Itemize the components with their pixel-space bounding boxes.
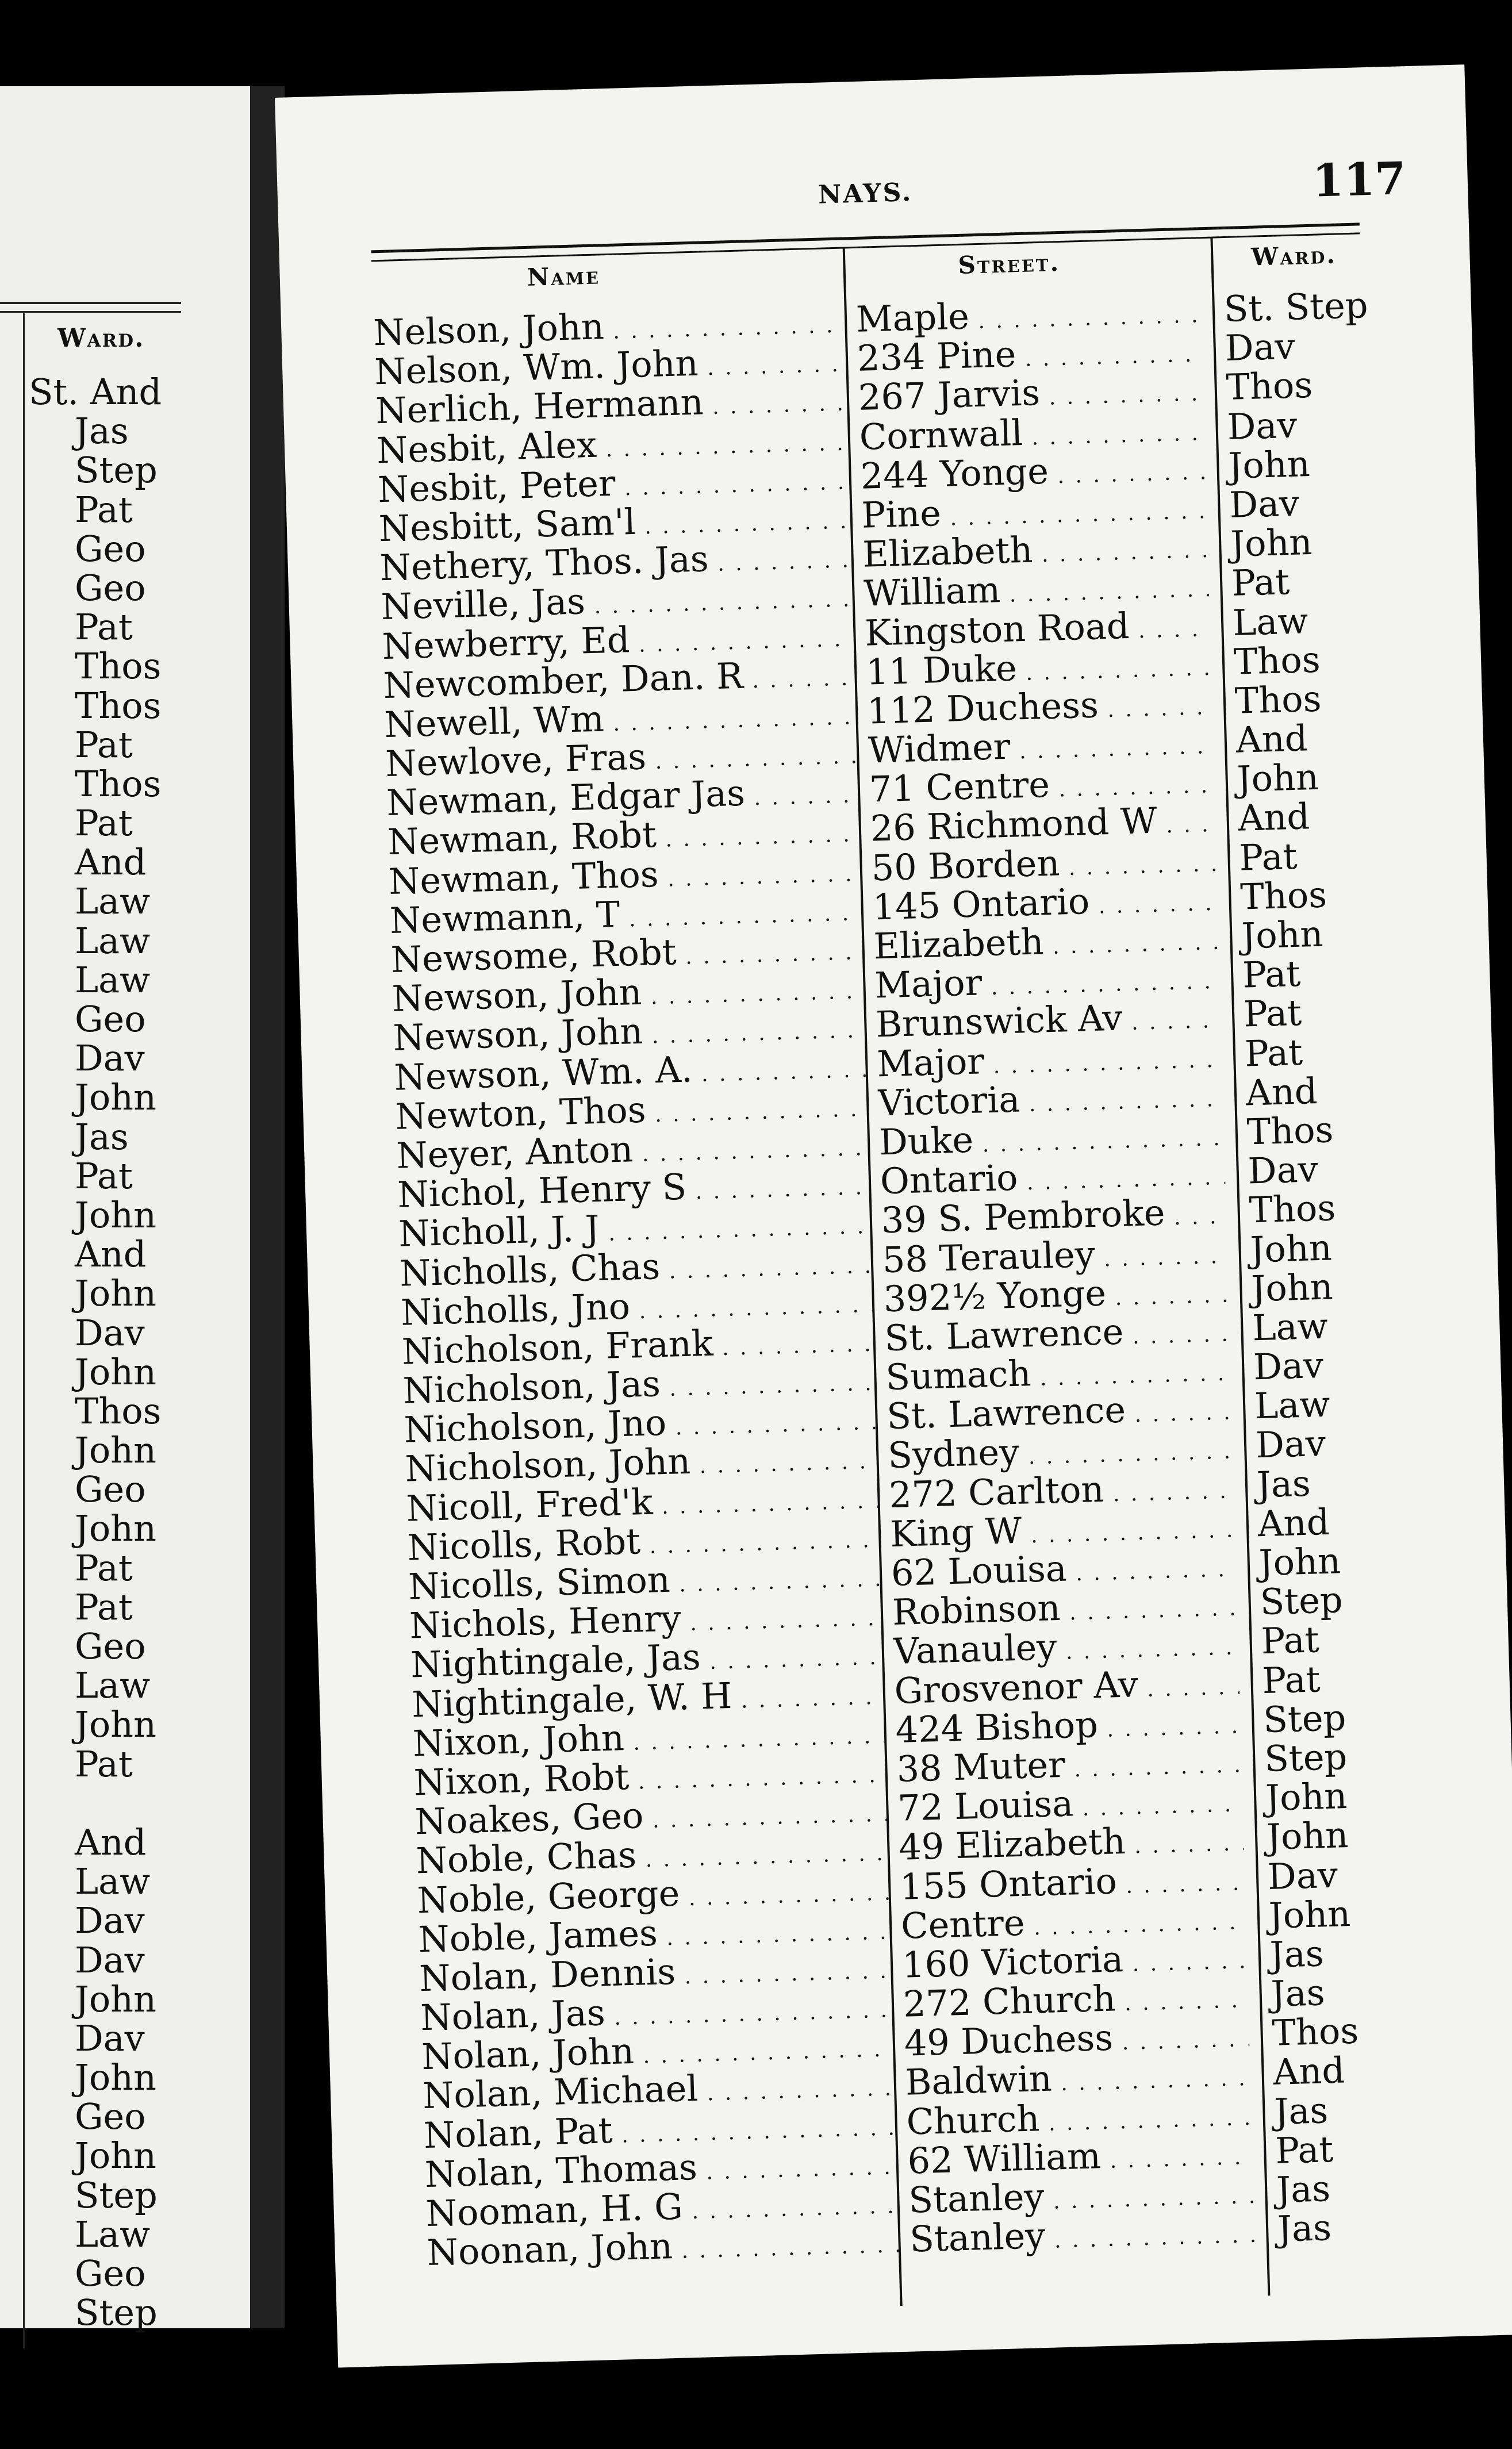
- ward: John: [1227, 442, 1311, 487]
- left-ward-entry: John: [75, 2056, 157, 2099]
- voter-name: Noble, George . . .: [417, 1868, 889, 1926]
- street-address: 38 Muter . . .: [896, 1740, 1242, 1795]
- left-ward-entry: Step: [75, 2291, 158, 2334]
- street-address: William . . .: [864, 565, 1210, 619]
- ward: John: [1230, 521, 1313, 565]
- street-address: 160 Victoria . . .: [901, 1936, 1248, 1991]
- voter-name: Nicholson, Jno . . .: [404, 1398, 876, 1456]
- street-address: Sumach . . .: [885, 1349, 1231, 1403]
- left-ward-entry: Pat: [75, 488, 133, 531]
- left-ward-entry: Thos: [75, 645, 162, 688]
- voter-list: [281, 286, 1427, 2275]
- left-ward-entry: Law: [75, 1860, 151, 1903]
- left-ward-entry: John: [75, 1076, 157, 1119]
- left-ward-entry: Law: [75, 1664, 151, 1707]
- ward: John: [1249, 1226, 1333, 1270]
- voter-name: Noonan, John . . .: [427, 2220, 899, 2278]
- voter-name: Newell, Wm . . .: [384, 692, 857, 750]
- ward: Law: [1232, 599, 1309, 644]
- ward: Step: [1262, 1696, 1347, 1741]
- left-ward-entry: Geo: [75, 527, 146, 570]
- ward: John: [1241, 912, 1324, 957]
- left-ward-entry: Dav: [75, 1939, 145, 1981]
- voter-name: Newberry, Ed . . .: [382, 614, 854, 672]
- street-address: 62 Louisa . . .: [891, 1544, 1237, 1599]
- street-address: 272 Church . . .: [903, 1975, 1249, 2030]
- ward: Pat: [1260, 1618, 1320, 1663]
- voter-name: Newman, Edgar Jas . . .: [386, 770, 858, 828]
- street-address: 234 Pine . . .: [857, 329, 1203, 384]
- left-ward-entry: Step: [75, 2174, 158, 2216]
- voter-name: Newsome, Robt . . .: [390, 927, 863, 985]
- voter-name: Noble, Chas . . .: [416, 1829, 888, 1887]
- street-address: 49 Duchess . . .: [904, 2014, 1250, 2069]
- ward: And: [1237, 795, 1311, 840]
- street-address: 26 Richmond W . . .: [870, 800, 1216, 854]
- ward: Pat: [1238, 835, 1298, 879]
- voter-name: Nightingale, Jas . . .: [410, 1633, 882, 1691]
- voter-name: Noakes, Geo . . .: [415, 1790, 887, 1848]
- street-address: Baldwin . . .: [905, 2053, 1251, 2108]
- left-ward-entry: John: [75, 1429, 157, 1472]
- left-ward-entry: Law: [75, 2213, 151, 2255]
- ward: John: [1266, 1814, 1349, 1859]
- left-ward-entry: John: [75, 1978, 157, 2020]
- voter-name: Newlove, Fras . . .: [385, 731, 857, 789]
- street-address: Robinson . . .: [892, 1583, 1238, 1638]
- ward: And: [1257, 1500, 1330, 1545]
- street-address: Cornwall . . .: [859, 408, 1205, 463]
- left-ward-entry: John: [75, 1350, 157, 1393]
- voter-name: Newcomber, Dan. R . . .: [383, 653, 855, 711]
- ward: Dav: [1247, 1148, 1319, 1192]
- voter-name: Nicholls, Chas . . .: [399, 1241, 872, 1299]
- ward: Dav: [1224, 325, 1296, 370]
- street-address: 267 Jarvis . . .: [858, 368, 1204, 423]
- ward: Pat: [1244, 1031, 1303, 1075]
- left-ward-entry: Pat: [75, 1586, 133, 1628]
- street-address: 39 S. Pembroke . . .: [881, 1192, 1227, 1246]
- ward: John: [1236, 756, 1319, 800]
- left-ward-entry: Pat: [75, 606, 133, 648]
- ward: Law: [1252, 1304, 1329, 1349]
- ward: Thos: [1248, 1187, 1337, 1231]
- street-address: 155 Ontario . . .: [899, 1858, 1245, 1913]
- left-ward-entry: Pat: [75, 723, 133, 766]
- left-ward-entry: John: [75, 2135, 157, 2177]
- left-ward-entry: Pat: [75, 802, 133, 845]
- voter-name: Nicholl, J. J . . .: [398, 1202, 870, 1260]
- name-column-header: Name: [527, 261, 601, 291]
- street-address: Grosvenor Av . . .: [894, 1662, 1240, 1717]
- ward: And: [1272, 2049, 1345, 2094]
- ward: Thos: [1246, 1108, 1334, 1153]
- left-ward-entry: Dav: [75, 1899, 145, 1942]
- ward: Dav: [1267, 1853, 1338, 1898]
- voter-name: Nightingale, W. H . . .: [411, 1672, 884, 1730]
- left-ward-entry: Step: [75, 449, 158, 492]
- voter-name: Nicolls, Robt . . .: [407, 1515, 880, 1573]
- voter-name: Nicholls, Jno . . .: [400, 1280, 873, 1338]
- ward: Jas: [1270, 1971, 1326, 2015]
- ward: Pat: [1231, 561, 1291, 605]
- left-ward-entry: John: [75, 1272, 157, 1315]
- voter-name: Nesbitt, Sam'l . . .: [378, 496, 851, 554]
- ward: Dav: [1226, 404, 1298, 448]
- voter-name: Nicolls, Simon . . .: [408, 1554, 880, 1613]
- street-address: Widmer . . .: [868, 721, 1214, 776]
- left-ward-entry: Pat: [75, 1742, 133, 1785]
- book-spine: [250, 86, 285, 2328]
- ward: Thos: [1233, 638, 1321, 683]
- street-address: 72 Louisa . . .: [897, 1779, 1244, 1834]
- left-ward-entry: Geo: [75, 2095, 146, 2138]
- voter-name: Nicholson, John . . .: [405, 1437, 877, 1495]
- street-address: Ontario . . .: [880, 1153, 1226, 1207]
- left-ward-entry: Geo: [75, 1625, 146, 1667]
- street-address: 112 Duchess . . .: [866, 682, 1212, 737]
- voter-name: Nolan, Dennis . . .: [419, 1946, 892, 2004]
- street-address: Stanley . . .: [908, 2171, 1254, 2226]
- left-ward-entry: Law: [75, 958, 151, 1001]
- voter-name: Nicoll, Fred'k . . .: [406, 1476, 878, 1534]
- ward: Pat: [1242, 952, 1302, 996]
- street-address: 392½ Yonge . . .: [883, 1270, 1229, 1325]
- street-address: Elizabeth . . .: [873, 918, 1219, 972]
- left-ward-entry: St. And: [29, 371, 162, 413]
- running-head: NAYS.: [818, 178, 913, 210]
- street-address: 58 Terauley . . .: [882, 1231, 1228, 1285]
- ward: Jas: [1276, 2167, 1331, 2211]
- main-page: [275, 64, 1512, 2367]
- ward: Thos: [1271, 2009, 1360, 2055]
- ward: John: [1268, 1892, 1351, 1937]
- ward: And: [1235, 717, 1308, 761]
- left-ward-entry: John: [75, 1703, 157, 1746]
- street-address: 71 Centre . . .: [869, 761, 1215, 815]
- left-ward-entry: Dav: [75, 1311, 145, 1354]
- street-address: Major . . .: [874, 957, 1221, 1011]
- street-address: Brunswick Av . . .: [875, 996, 1221, 1050]
- left-ward-entry: Pat: [75, 1154, 133, 1197]
- street-address: 244 Yonge . . .: [860, 447, 1206, 502]
- ward: Law: [1254, 1383, 1331, 1427]
- street-address: Stanley . . .: [909, 2210, 1256, 2265]
- ward: Jas: [1269, 1932, 1325, 1976]
- voter-name: Nichol, Henry S . . .: [397, 1162, 869, 1220]
- voter-name: Nolan, Jas . . .: [420, 1985, 892, 2043]
- left-ward-entry: And: [75, 841, 147, 884]
- voter-name: Nerlich, Hermann . . .: [375, 379, 847, 437]
- left-ward-entry: Pat: [75, 1546, 133, 1589]
- street-address: 11 Duke . . .: [865, 643, 1211, 698]
- ward-column-header: Ward.: [1250, 240, 1337, 271]
- voter-name: Neyer, Anton . . .: [396, 1123, 869, 1181]
- voter-name: Newson, Wm. A. . . .: [394, 1045, 866, 1103]
- left-ward-entry: Geo: [75, 998, 146, 1040]
- street-address: King W . . .: [889, 1505, 1235, 1560]
- street-column-header: Street.: [957, 248, 1061, 279]
- voter-name: Newmann, T . . .: [389, 888, 862, 946]
- voter-name: Newman, Thos . . .: [388, 849, 861, 907]
- street-address: St. Lawrence . . .: [884, 1309, 1230, 1364]
- left-ward-entry: Dav: [75, 2017, 145, 2059]
- street-address: Kingston Road . . .: [864, 604, 1210, 658]
- ward: Pat: [1261, 1657, 1321, 1702]
- street-address: Vanauley . . .: [893, 1623, 1239, 1678]
- left-ward-entry: Geo: [75, 1468, 146, 1511]
- street-address: Pine . . .: [861, 486, 1207, 541]
- street-address: Sydney . . .: [887, 1427, 1233, 1481]
- voter-name: Nichols, Henry . . .: [409, 1594, 881, 1652]
- ward: John: [1250, 1265, 1334, 1310]
- ward: Pat: [1275, 2128, 1334, 2172]
- ward: Jas: [1256, 1462, 1311, 1506]
- street-address: St. Lawrence . . .: [887, 1388, 1233, 1442]
- voter-name: Nelson, Wm. John . . .: [374, 340, 846, 398]
- ward: Jas: [1277, 2206, 1332, 2250]
- voter-name: Newton, Thos . . .: [395, 1084, 868, 1142]
- voter-name: Nelson, John . . .: [373, 300, 846, 358]
- left-page: [0, 86, 250, 2334]
- voter-name: Nesbit, Alex . . .: [376, 418, 849, 476]
- street-address: 50 Borden . . .: [871, 839, 1217, 893]
- voter-name: Newson, John . . .: [392, 966, 864, 1024]
- street-address: Maple . . .: [855, 290, 1202, 345]
- street-address: 424 Bishop . . .: [895, 1701, 1241, 1756]
- ward: John: [1258, 1540, 1341, 1584]
- voter-name: Nixon, Robt . . .: [413, 1750, 886, 1808]
- voter-name: Newson, John . . .: [393, 1005, 865, 1064]
- ward: Pat: [1243, 992, 1302, 1035]
- left-ward-entry: Geo: [75, 566, 146, 609]
- ward: Thos: [1239, 873, 1327, 918]
- left-header-rule: [0, 302, 181, 313]
- street-address: Major . . .: [876, 1035, 1222, 1089]
- voter-name: Neville, Jas . . .: [381, 575, 853, 633]
- left-ward-entry: Geo: [75, 2252, 146, 2294]
- ward: Dav: [1229, 482, 1300, 526]
- voter-name: Nolan, Thomas . . .: [424, 2142, 897, 2200]
- street-address: Duke . . .: [878, 1114, 1225, 1168]
- street-address: 145 Ontario . . .: [872, 878, 1218, 933]
- voter-name: Nooman, H. G . . .: [425, 2181, 898, 2239]
- ward: John: [1265, 1775, 1348, 1820]
- street-address: Elizabeth . . .: [862, 525, 1208, 580]
- left-ward-entry: [0, 1784, 184, 1823]
- left-ward-entry: Jas: [75, 410, 129, 452]
- left-ward-entry: Law: [75, 880, 151, 923]
- voter-name: Nicholson, Jas . . .: [402, 1358, 875, 1417]
- street-address: 62 William . . .: [907, 2132, 1253, 2187]
- street-address: Church . . .: [906, 2093, 1252, 2148]
- left-ward-entry: And: [75, 1233, 147, 1276]
- street-address: Centre . . .: [900, 1897, 1246, 1952]
- ward: Step: [1259, 1579, 1344, 1623]
- ward: Dav: [1253, 1344, 1324, 1388]
- left-ward-entry: John: [75, 1193, 157, 1236]
- voter-name: Nesbit, Peter . . .: [377, 457, 850, 515]
- left-ward-entry: John: [75, 1507, 157, 1550]
- ward: And: [1245, 1069, 1318, 1114]
- street-address: 49 Elizabeth . . .: [898, 1818, 1244, 1873]
- left-ward-entry: Thos: [75, 684, 162, 727]
- left-ward-list: [0, 373, 184, 2332]
- voter-name: Newman, Robt . . .: [387, 810, 859, 868]
- left-ward-entry: Dav: [75, 1037, 145, 1080]
- street-address: 272 Carlton . . .: [888, 1466, 1234, 1521]
- ward: St. Step: [1223, 284, 1369, 331]
- street-address: Victoria . . .: [877, 1074, 1223, 1128]
- voter-name: Nolan, Pat . . .: [423, 2103, 896, 2161]
- voter-name: Nicholson, Frank . . .: [401, 1319, 874, 1377]
- ward: Dav: [1255, 1422, 1326, 1467]
- ward: Jas: [1273, 2089, 1329, 2133]
- voter-name: Nixon, John . . .: [412, 1711, 885, 1769]
- ward: Thos: [1225, 364, 1314, 409]
- page-number: 117: [1311, 152, 1407, 208]
- left-ward-entry: Jas: [75, 1115, 129, 1158]
- left-ward-entry: Law: [75, 919, 151, 962]
- left-ward-header: Ward.: [57, 324, 145, 353]
- voter-name: Nolan, John . . .: [421, 2025, 893, 2083]
- left-ward-entry: And: [75, 1821, 147, 1863]
- left-ward-entry: Thos: [75, 1389, 162, 1432]
- left-ward-entry: Thos: [75, 762, 162, 805]
- voter-name: Noble, James . . .: [418, 1907, 891, 1965]
- ward: Step: [1264, 1736, 1348, 1780]
- voter-name: Nethery, Thos. Jas . . .: [379, 535, 852, 593]
- voter-name: Nolan, Michael . . .: [422, 2064, 895, 2122]
- ward: Thos: [1234, 677, 1322, 722]
